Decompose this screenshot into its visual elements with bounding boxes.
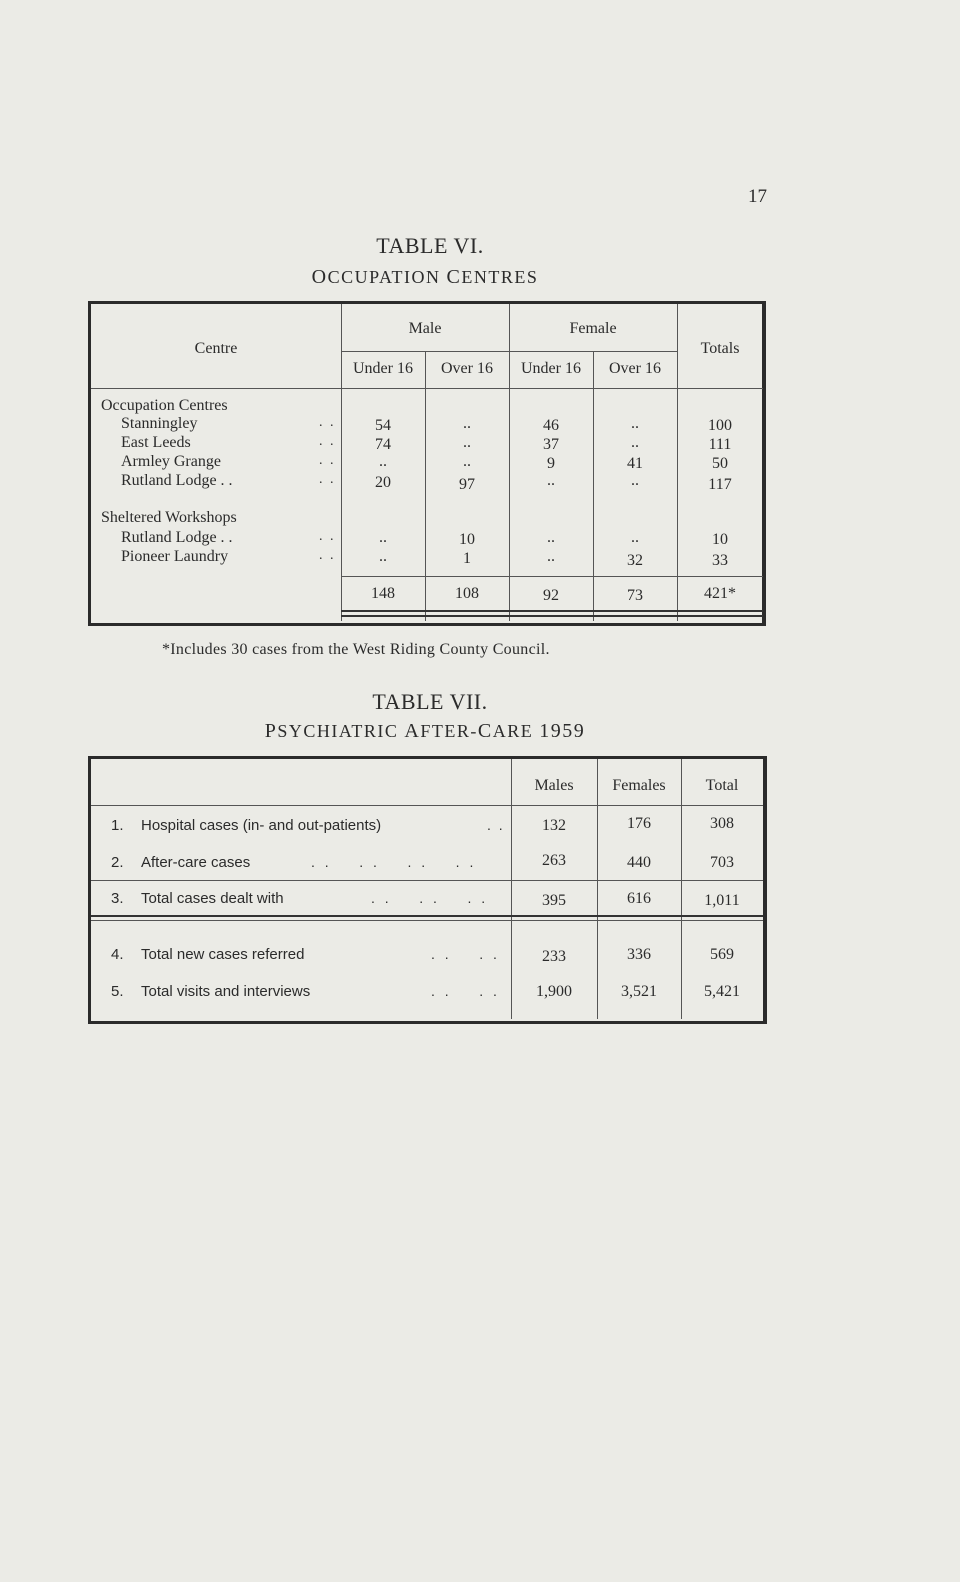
leader-dots: . . bbox=[319, 472, 336, 487]
cell-total: 308 bbox=[710, 815, 734, 832]
leader-dots: . . . . bbox=[431, 983, 500, 999]
occupation-centres-table bbox=[88, 301, 766, 626]
group-sheltered-workshops: Sheltered Workshops bbox=[101, 509, 237, 526]
row-label: 3. Total cases dealt with bbox=[111, 890, 284, 907]
cell-female-under: 37 bbox=[543, 436, 559, 453]
row-label: Stanningley bbox=[121, 415, 198, 432]
header-male: Male bbox=[408, 320, 442, 337]
cell-female-over: .. bbox=[631, 415, 639, 432]
header-female-under-16: Under 16 bbox=[521, 360, 581, 377]
total-female-under: 92 bbox=[543, 587, 559, 604]
cell-females: 3,521 bbox=[621, 983, 657, 1000]
header-total: Total bbox=[705, 777, 739, 794]
cell-total: 703 bbox=[710, 854, 734, 871]
cell-males: 1,900 bbox=[536, 983, 572, 1000]
cell-female-under: .. bbox=[547, 472, 555, 489]
row-label: 2. After-care cases bbox=[111, 854, 251, 871]
cell-female-over: .. bbox=[631, 434, 639, 451]
cell-female-over: 41 bbox=[627, 455, 643, 472]
page-number: 17 bbox=[748, 186, 767, 207]
leader-dots: . . bbox=[319, 529, 336, 544]
psychiatric-after-care-table bbox=[88, 756, 767, 1024]
cell-male-over: 1 bbox=[463, 550, 471, 567]
row-label: Rutland Lodge . . bbox=[121, 472, 233, 489]
cell-female-under: 46 bbox=[543, 417, 559, 434]
header-centre: Centre bbox=[194, 340, 238, 357]
cell-total: 33 bbox=[712, 552, 728, 569]
cell-male-over: .. bbox=[463, 453, 471, 470]
table-divider bbox=[91, 388, 763, 389]
header-female-over-16: Over 16 bbox=[609, 360, 661, 377]
leader-dots: . . bbox=[319, 434, 336, 449]
header-male-over-16: Over 16 bbox=[441, 360, 493, 377]
cell-females: 336 bbox=[627, 946, 651, 963]
cell-females: 616 bbox=[627, 890, 651, 907]
table-6-footnote: *Includes 30 cases from the West Riding County Council. bbox=[162, 641, 550, 658]
total-female-over: 73 bbox=[627, 587, 643, 604]
cell-male-over: 10 bbox=[459, 531, 475, 548]
cell-female-over: .. bbox=[631, 472, 639, 489]
header-female: Female bbox=[569, 320, 617, 337]
cell-total: 10 bbox=[712, 531, 728, 548]
cell-females: 176 bbox=[627, 815, 651, 832]
table-divider bbox=[341, 351, 677, 352]
cell-total: 569 bbox=[710, 946, 734, 963]
row-label: East Leeds bbox=[121, 434, 191, 451]
table-7-subtitle: PSYCHIATRIC AFTER-CARE 1959 bbox=[264, 720, 586, 742]
cell-total: 100 bbox=[708, 417, 732, 434]
cell-female-under: .. bbox=[547, 548, 555, 565]
table-divider bbox=[597, 759, 598, 1019]
leader-dots: . . bbox=[487, 817, 505, 833]
header-totals: Totals bbox=[700, 340, 740, 357]
cell-males: 233 bbox=[542, 948, 566, 965]
table-divider bbox=[681, 759, 682, 1019]
cell-female-under: .. bbox=[547, 529, 555, 546]
cell-male-under: .. bbox=[379, 453, 387, 470]
table-divider bbox=[341, 576, 763, 577]
cell-male-over: 97 bbox=[459, 476, 475, 493]
header-females: Females bbox=[612, 777, 666, 794]
cell-males: 263 bbox=[542, 852, 566, 869]
cell-total: 5,421 bbox=[704, 983, 740, 1000]
table-divider bbox=[91, 915, 763, 917]
cell-female-under: 9 bbox=[547, 455, 555, 472]
cell-total: 111 bbox=[708, 436, 732, 453]
cell-males: 132 bbox=[542, 817, 566, 834]
row-label: Pioneer Laundry bbox=[121, 548, 229, 565]
leader-dots: . . . . . . . . bbox=[311, 854, 477, 870]
table-6-title: TABLE VI. bbox=[376, 233, 484, 258]
header-males: Males bbox=[534, 777, 574, 794]
table-divider bbox=[91, 920, 763, 921]
leader-dots: . . . . . . bbox=[371, 890, 489, 906]
cell-total: 1,011 bbox=[704, 892, 740, 909]
cell-total: 117 bbox=[708, 476, 732, 493]
table-divider bbox=[91, 805, 763, 806]
row-label: 1. Hospital cases (in- and out-patients) bbox=[111, 817, 382, 834]
cell-male-under: 20 bbox=[375, 474, 391, 491]
cell-total: 50 bbox=[712, 455, 728, 472]
table-divider bbox=[511, 759, 512, 1019]
header-male-under-16: Under 16 bbox=[353, 360, 413, 377]
cell-female-over: 32 bbox=[627, 552, 643, 569]
cell-male-under: 54 bbox=[375, 417, 391, 434]
row-label: Armley Grange bbox=[121, 453, 221, 470]
total-male-over: 108 bbox=[455, 585, 479, 602]
cell-males: 395 bbox=[542, 892, 566, 909]
table-divider bbox=[341, 615, 763, 617]
grand-total: 421* bbox=[704, 585, 736, 602]
group-occupation-centres: Occupation Centres bbox=[101, 397, 228, 414]
total-male-under: 148 bbox=[371, 585, 395, 602]
leader-dots: . . bbox=[319, 453, 336, 468]
cell-male-under: .. bbox=[379, 529, 387, 546]
table-7-title: TABLE VII. bbox=[372, 689, 488, 714]
cell-male-under: .. bbox=[379, 548, 387, 565]
row-label: 5. Total visits and interviews bbox=[111, 983, 311, 1000]
cell-male-over: .. bbox=[463, 415, 471, 432]
leader-dots: . . . . bbox=[431, 946, 500, 962]
leader-dots: . . bbox=[319, 548, 336, 563]
cell-male-over: .. bbox=[463, 434, 471, 451]
row-label: Rutland Lodge . . bbox=[121, 529, 233, 546]
row-label: 4. Total new cases referred bbox=[111, 946, 305, 963]
cell-females: 440 bbox=[627, 854, 651, 871]
table-divider bbox=[341, 610, 763, 612]
cell-male-under: 74 bbox=[375, 436, 391, 453]
table-divider bbox=[91, 880, 763, 881]
table-6-subtitle: OCCUPATION CENTRES bbox=[311, 266, 539, 288]
cell-female-over: .. bbox=[631, 529, 639, 546]
leader-dots: . . bbox=[319, 415, 336, 430]
